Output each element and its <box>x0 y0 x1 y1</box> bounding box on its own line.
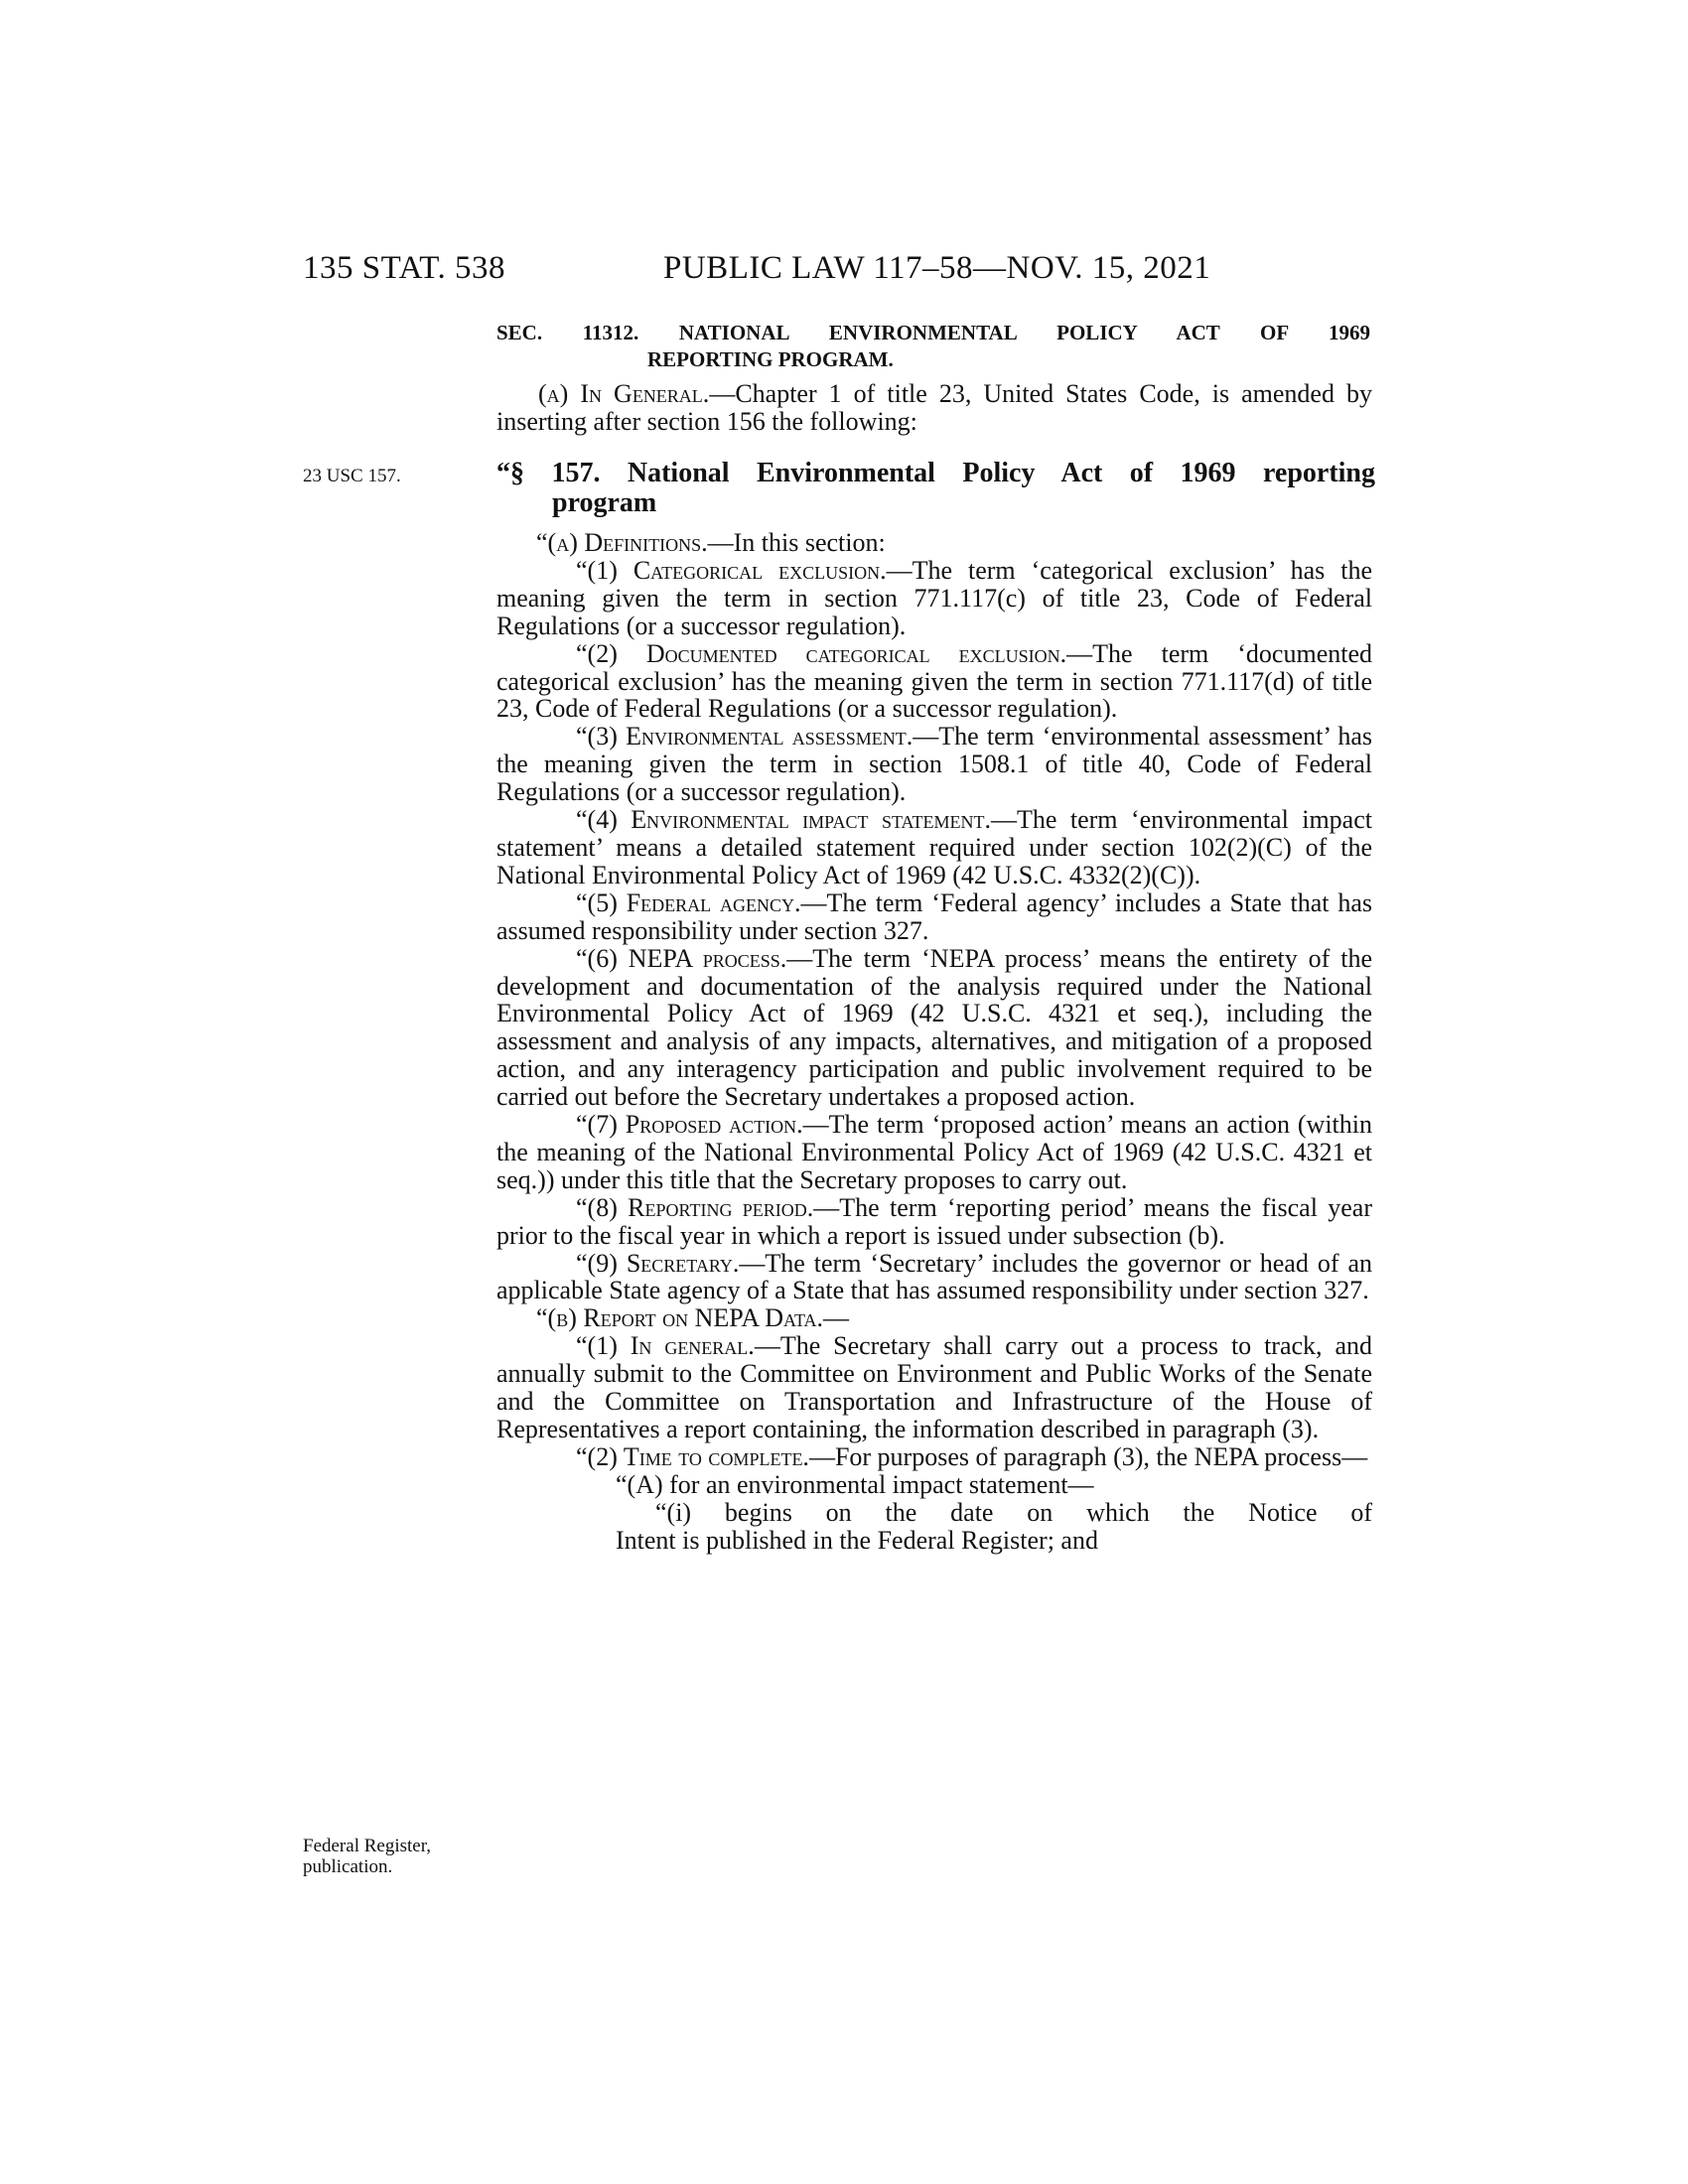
definition-text: —The term ‘environmental impact statement’ means a detailed statement required under section 102(2)(C) of the National Environmental Policy Act of 1969 (42 U.S.C. 4332(2)(C)). <box>496 805 1372 889</box>
definition-label: “(8) Reporting period. <box>576 1192 814 1222</box>
paragraph-text: —The Secretary shall carry out a process to track, and annually submit to the Committee on Environment and Public Works of the Senate and the Committee on Transportation and Infrastructure of the House of Representatives a report containing, the information described in paragraph (3). <box>496 1331 1372 1443</box>
section-157-title-line2: program <box>552 487 657 518</box>
section-heading <box>496 320 1370 373</box>
paragraph-label: “(1) In general. <box>576 1331 755 1361</box>
definition-9 <box>496 1250 1372 1305</box>
subsection-text: —In this section: <box>707 528 886 557</box>
definition-label: “(6) NEPA process. <box>576 943 787 973</box>
subsection-text: — <box>823 1303 850 1333</box>
definition-7 <box>496 1111 1372 1194</box>
subsection-label: “(b) Report on NEPA Data. <box>536 1303 824 1333</box>
clause-i-line2: Intent is published in the Federal Register; and <box>616 1525 1098 1555</box>
definition-3 <box>496 723 1372 806</box>
paragraph-b1 <box>496 1332 1372 1443</box>
definition-text: —The term ‘proposed action’ means an action (within the meaning of the National Environmental Policy Act of 1969 (42 U.S.C. 4321 et seq.)) under this title that the Secretary proposes to carry out. <box>496 1110 1372 1194</box>
definition-1 <box>496 557 1372 640</box>
running-header: PUBLIC LAW 117–58—NOV. 15, 2021 <box>663 250 1211 286</box>
section-heading-line2: REPORTING PROGRAM. <box>647 347 894 371</box>
definition-label: “(2) Documented categorical exclusion. <box>576 638 1067 668</box>
definition-label: “(4) Environmental impact statement. <box>576 805 992 835</box>
definition-text: —The term ‘Federal agency’ includes a State that has assumed responsibility under section 327. <box>496 887 1372 945</box>
definition-text: —The term ‘categorical exclusion’ has the meaning given the term in section 771.117(c) of title 23, Code of Federal Regulations (or a successor regulation). <box>496 555 1372 640</box>
section-157-title <box>496 459 1375 518</box>
subsection-label: “(a) Definitions. <box>536 528 708 557</box>
subsection-b-report <box>496 1304 1372 1332</box>
paragraph-text: —For purposes of paragraph (3), the NEPA process— <box>808 1441 1368 1471</box>
statute-page-number: 135 STAT. 538 <box>303 250 506 286</box>
definition-text: —The term ‘documented categorical exclusion’ has the meaning given the term in section 771.117(d) of title 23, Code of Federal Regulations (or a successor regulation). <box>496 638 1372 724</box>
definition-label: “(3) Environmental assessment. <box>576 722 914 751</box>
definition-label: “(1) Categorical exclusion. <box>576 555 887 585</box>
definition-text: —The term ‘Secretary’ includes the governor or head of an applicable State agency of a State that has assumed responsibility under section 327. <box>496 1248 1372 1305</box>
definition-8 <box>496 1194 1372 1250</box>
definition-2 <box>496 640 1372 724</box>
paragraph-label: “(2) Time to complete. <box>576 1441 809 1471</box>
margin-note-usc: 23 USC 157. <box>303 466 401 486</box>
definition-4 <box>496 806 1372 889</box>
section-157-body <box>496 529 1372 1555</box>
margin-note-federal-register: Federal Register, publication. <box>303 1836 432 1877</box>
definition-label: “(9) Secretary. <box>576 1248 740 1278</box>
definition-text: —The term ‘NEPA process’ means the entirety of the development and documentation of the analysis required under the National Environmental Policy Act of 1969 (42 U.S.C. 4321 et seq.), including the assessment and analysis of any impacts, alternatives, and mitigation of a proposed action, and any interagency participation and public involvement required to be carried out before the Secretary undertakes a proposed action. <box>496 943 1372 1112</box>
intro-label: (a) In General. <box>538 379 710 408</box>
definition-label: “(7) Proposed action. <box>576 1110 803 1140</box>
definition-text: —The term ‘environmental assessment’ has the meaning given the term in section 1508.1 of title 40, Code of Federal Regulations (or a successor regulation). <box>496 722 1372 807</box>
clause-i-line1: “(i) begins on the date on which the Notice of <box>655 1497 1372 1527</box>
definition-label: “(5) Federal agency. <box>576 887 801 917</box>
definition-text: —The term ‘reporting period’ means the fiscal year prior to the fiscal year in which a report is issued under subsection (b). <box>496 1192 1372 1250</box>
section-157-title-line1: “§ 157. National Environmental Policy Act of 1969 reporting <box>496 458 1375 488</box>
definition-5 <box>496 889 1372 945</box>
subsection-a-definitions <box>496 529 1372 557</box>
subparagraph-A: “(A) for an environmental impact statement— <box>616 1469 1094 1499</box>
intro-paragraph <box>496 380 1372 436</box>
section-heading-line1: SEC. 11312. NATIONAL ENVIRONMENTAL POLICY ACT OF 1969 <box>496 321 1370 344</box>
paragraph-b2 <box>496 1443 1372 1471</box>
intro-text: —Chapter 1 of title 23, United States Code, is amended by inserting after section 156 the following: <box>496 379 1372 436</box>
definition-6 <box>496 945 1372 1111</box>
